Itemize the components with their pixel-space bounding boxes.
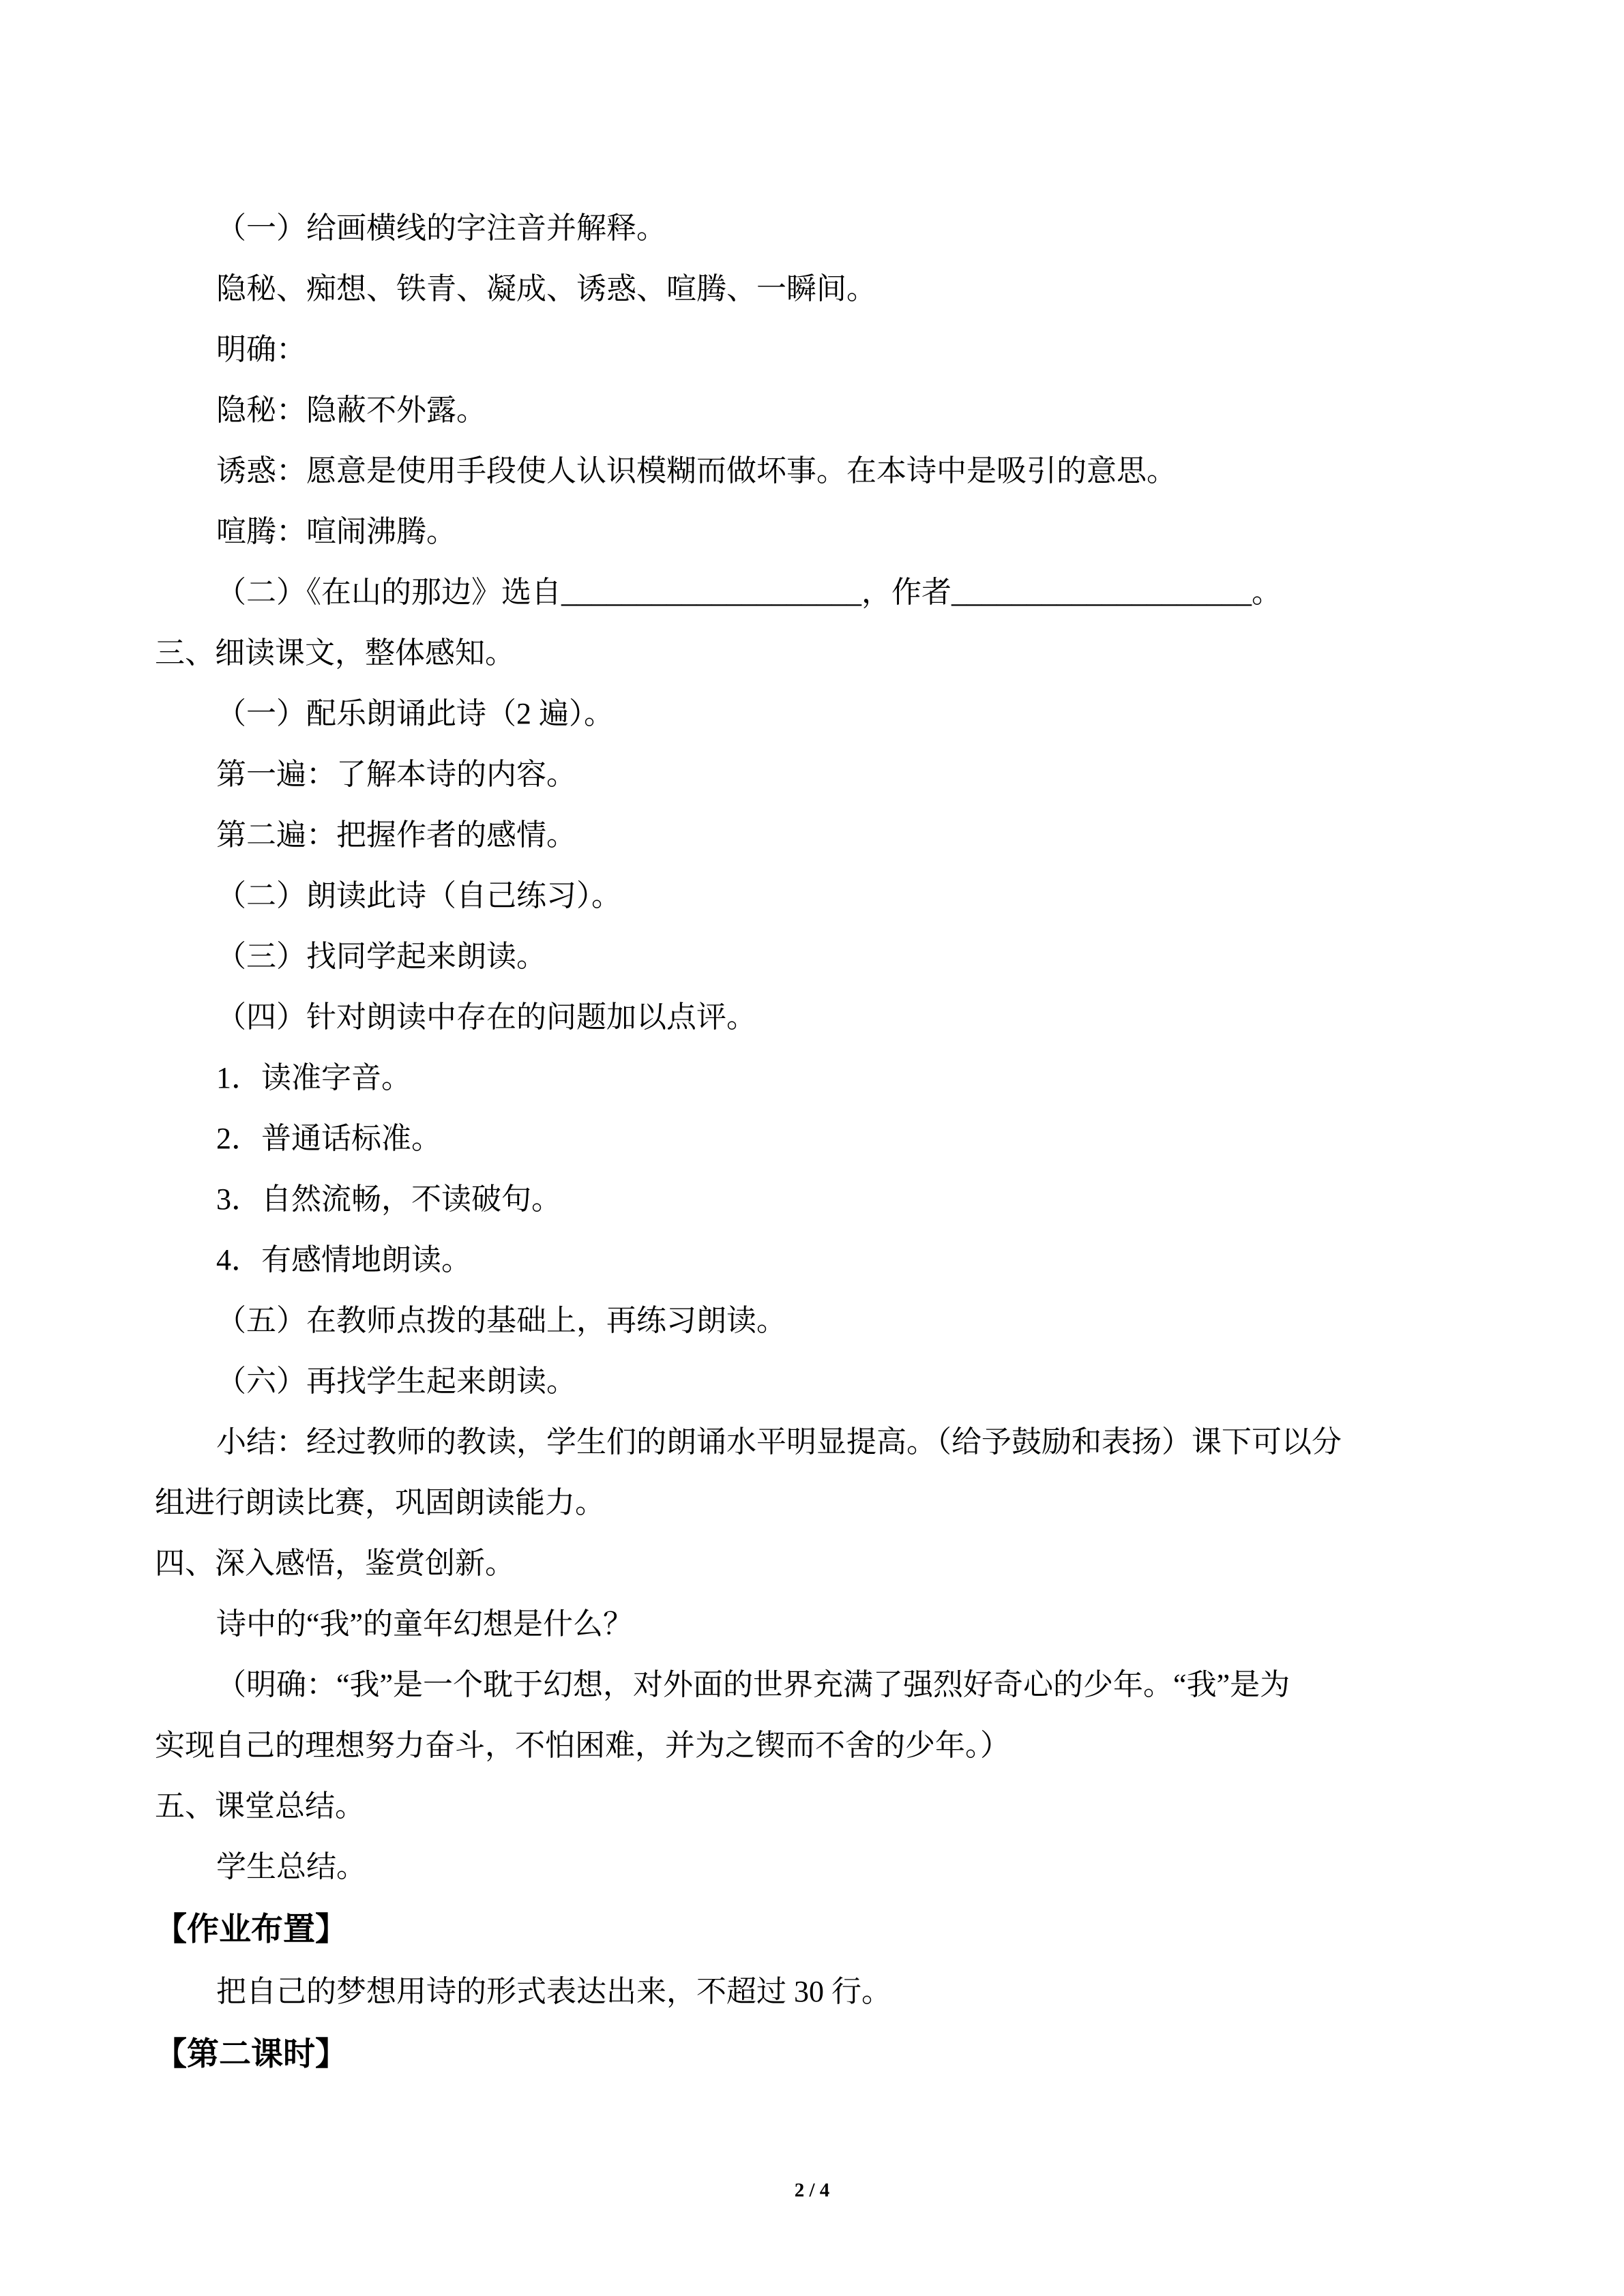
document-line: 1．读准字音。 [216,1061,411,1094]
document-line: （二）《在山的那边》选自____________________，作者____________________。 [216,576,1282,609]
document-line: 五、课堂总结。 [155,1789,365,1823]
document-line: 隐秘：隐蔽不外露。 [216,393,486,427]
document-line: （二）朗读此诗（自己练习）。 [216,879,621,912]
document-line: 4．有感情地朗读。 [216,1243,471,1277]
document-line: （六）再找学生起来朗读。 [216,1365,576,1398]
document-line: 隐秘、痴想、铁青、凝成、诱惑、喧腾、一瞬间。 [216,272,876,305]
section-heading: 【作业布置】 [155,1911,347,1947]
document-line: （一）给画横线的字注音并解释。 [216,211,666,245]
document-line: 诗中的“我”的童年幻想是什么？ [216,1607,634,1641]
document-line: 第一遍：了解本诗的内容。 [216,758,576,791]
document-line: 学生总结。 [216,1850,366,1883]
document-line: 诱惑：愿意是使用手段使人认识模糊而做坏事。在本诗中是吸引的意思。 [216,454,1177,488]
document-line: （四）针对朗读中存在的问题加以点评。 [216,1000,756,1034]
document-line: 小结：经过教师的教读，学生们的朗诵水平明显提高。（给予鼓励和表扬）课下可以分 [216,1425,1342,1459]
document-line: 喧腾：喧闹沸腾。 [216,515,456,548]
document-line: （一）配乐朗诵此诗（2 遍）。 [216,697,614,730]
section-heading: 【第二课时】 [155,2036,347,2072]
document-line: （五）在教师点拨的基础上，再练习朗读。 [216,1304,786,1337]
document-line: 四、深入感悟，鉴赏创新。 [155,1547,515,1580]
document-line: 明确： [216,333,306,366]
document-line: （明确：“我”是一个耽于幻想，对外面的世界充满了强烈好奇心的少年。“我”是为 [216,1668,1290,1701]
document-line: 组进行朗读比赛，巩固朗读能力。 [155,1486,605,1519]
document-line: 第二遍：把握作者的感情。 [216,818,576,852]
document-line: （三）找同学起来朗读。 [216,940,546,973]
page-number: 2 / 4 [794,2179,830,2201]
document-line: 3．自然流畅，不读破句。 [216,1182,561,1216]
document-line: 实现自己的理想努力奋斗，不怕困难，并为之锲而不舍的少年。） [155,1729,1010,1762]
document-content [155,198,1478,2086]
document-line: 2．普通话标准。 [216,1122,441,1155]
document-line: 把自己的梦想用诗的形式表达出来，不超过 30 行。 [216,1975,891,2008]
document-line: 三、细读课文，整体感知。 [155,636,515,670]
